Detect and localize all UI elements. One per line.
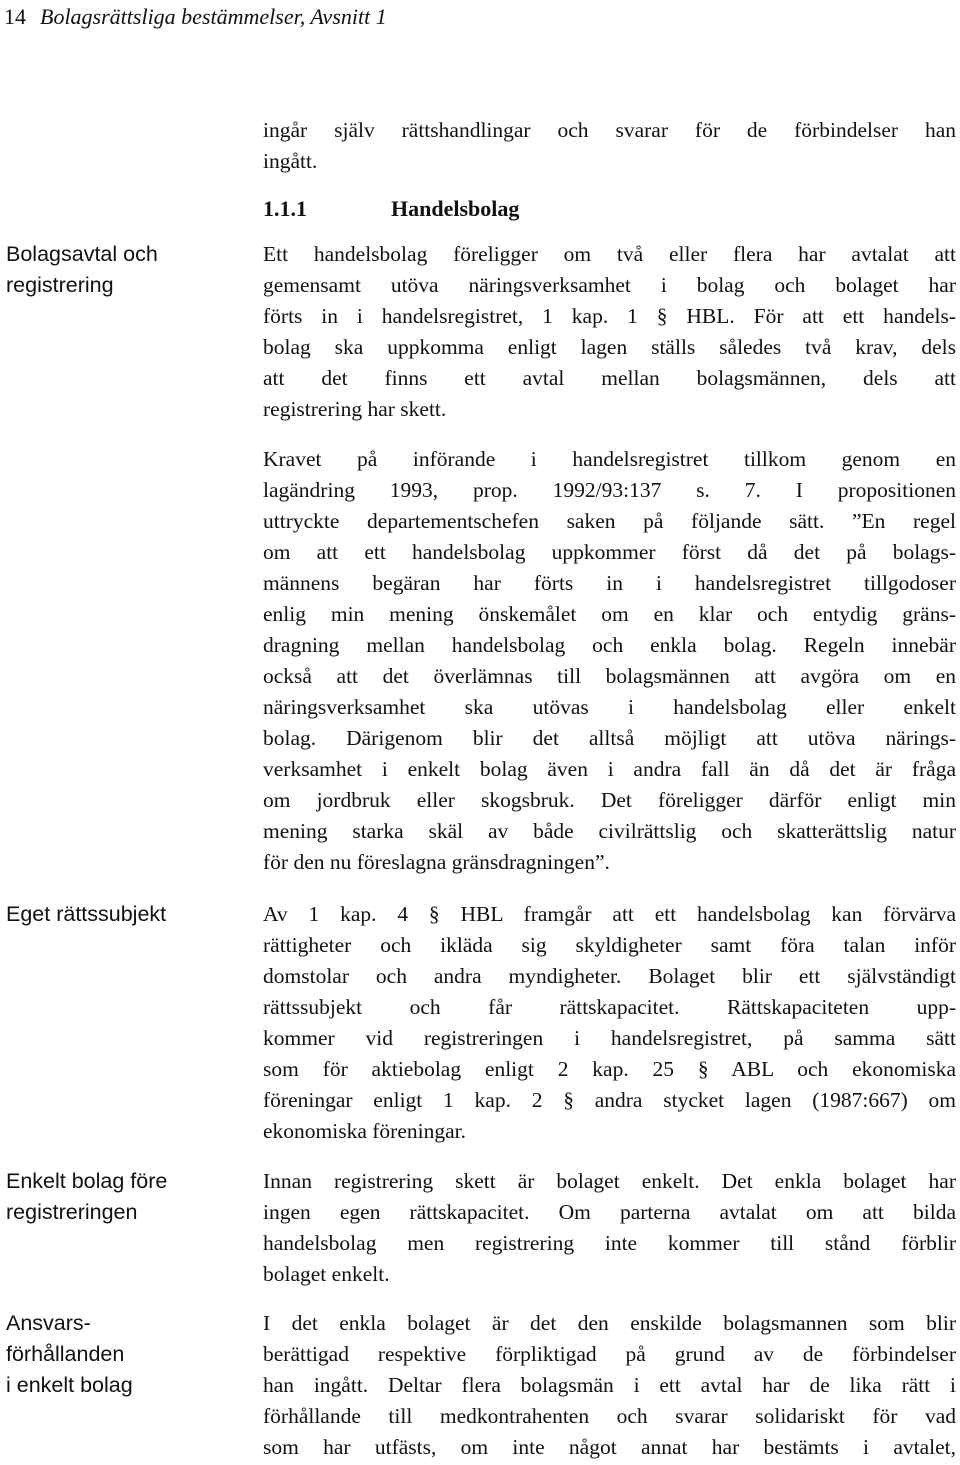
page-number: 14	[4, 4, 26, 29]
text-line: om jordbruk eller skogsbruk. Det föreligger därför enligt min	[263, 788, 956, 812]
text-line: enlig min mening önskemålet om en klar och entydig gräns-	[263, 602, 956, 626]
margin-note-line: Eget rättssubjekt	[6, 902, 167, 926]
text-line: dragning mellan handelsbolag och enkla bolag. Regeln innebär	[263, 633, 956, 657]
margin-note-ansvarsforhallanden	[6, 1308, 236, 1401]
text-line: berättigad respektive förpliktigad på grund av de förbindelser	[263, 1342, 956, 1366]
text-line: Av 1 kap. 4 § HBL framgår att ett handelsbolag kan förvärva	[263, 902, 956, 926]
text-line: kommer vid registreringen i handelsregistret, på samma sätt	[263, 1026, 956, 1050]
text-line: han ingått. Deltar flera bolagsmän i ett avtal har de lika rätt i	[263, 1373, 956, 1397]
paragraph-5	[263, 1308, 956, 1463]
text-line: näringsverksamhet ska utövas i handelsbolag eller enkelt	[263, 695, 956, 719]
text-line: Kravet på införande i handelsregistret tillkom genom en	[263, 447, 956, 471]
text-line: bolag ska uppkomma enligt lagen ställs således två krav, dels	[263, 335, 956, 359]
text-line: som har utfästs, om inte något annat har bestämts i avtalet,	[263, 1435, 956, 1459]
text-line: Ett handelsbolag föreligger om två eller flera har avtalat att	[263, 242, 956, 266]
text-line: männens begäran har förts in i handelsregistret tillgodoser	[263, 571, 956, 595]
margin-note-line: i enkelt bolag	[6, 1373, 133, 1397]
text-line: förhållande till medkontrahenten och svarar solidariskt för vad	[263, 1404, 956, 1428]
text-line: ekonomiska föreningar.	[263, 1119, 467, 1143]
text-line: föreningar enligt 1 kap. 2 § andra stycket lagen (1987:667) om	[263, 1088, 956, 1112]
text-line: uttryckte departementschefen saken på följande sätt. ”En regel	[263, 509, 956, 533]
text-line: verksamhet i enkelt bolag även i andra fall än då det är fråga	[263, 757, 956, 781]
text-line: också att det överlämnas till bolagsmännen att avgöra om en	[263, 664, 956, 688]
section-heading	[263, 194, 519, 224]
margin-note-line: Bolagsavtal och	[6, 242, 158, 266]
margin-note-line: registreringen	[6, 1200, 138, 1224]
text-line: gemensamt utöva näringsverksamhet i bolag och bolaget har	[263, 273, 956, 297]
text-line: ingen egen rättskapacitet. Om parterna avtalat om att bilda	[263, 1200, 956, 1224]
text-line: lagändring 1993, prop. 1992/93:137 s. 7. I propositionen	[263, 478, 956, 502]
text-line: rättssubjekt och får rättskapacitet. Rättskapaciteten upp-	[263, 995, 956, 1019]
paragraph-2	[263, 444, 956, 878]
margin-note-line: förhållanden	[6, 1342, 125, 1366]
margin-note-line: Ansvars-	[6, 1311, 91, 1335]
paragraph-4	[263, 1166, 956, 1290]
margin-note-enkelt-bolag	[6, 1166, 236, 1228]
text-line: som för aktiebolag enligt 2 kap. 25 § ABL och ekonomiska	[263, 1057, 956, 1081]
intro-paragraph	[263, 115, 956, 177]
text-line: bolaget enkelt.	[263, 1262, 390, 1286]
section-title: Handelsbolag	[391, 196, 520, 221]
text-line: förts in i handelsregistret, 1 kap. 1 § HBL. För att ett handels-	[263, 304, 956, 328]
text-line: mening starka skäl av både civilrättslig och skatterättslig natur	[263, 819, 956, 843]
text-line: rättigheter och ikläda sig skyldigheter samt föra talan inför	[263, 933, 956, 957]
text-line: I det enkla bolaget är det den enskilde bolagsmannen som blir	[263, 1311, 956, 1335]
text-line: Innan registrering skett är bolaget enkelt. Det enkla bolaget har	[263, 1169, 956, 1193]
margin-note-line: Enkelt bolag före	[6, 1169, 168, 1193]
text-line: registrering har skett.	[263, 397, 447, 421]
text-line: om att ett handelsbolag uppkommer först då det på bolags-	[263, 540, 956, 564]
paragraph-1	[263, 239, 956, 425]
text-line: ingår själv rättshandlingar och svarar för de förbindelser han	[263, 118, 956, 142]
paragraph-3	[263, 899, 956, 1147]
margin-note-line: registrering	[6, 273, 114, 297]
running-header	[4, 0, 387, 34]
text-line: för den nu föreslagna gränsdragningen”.	[263, 850, 610, 874]
text-line: ingått.	[263, 149, 318, 173]
text-line: domstolar och andra myndigheter. Bolaget blir ett självständigt	[263, 964, 956, 988]
text-line: handelsbolag men registrering inte kommer till stånd förblir	[263, 1231, 956, 1255]
text-line: bolag. Därigenom blir det alltså möjligt att utöva närings-	[263, 726, 956, 750]
margin-note-bolagsavtal	[6, 239, 236, 301]
text-line: att det finns ett avtal mellan bolagsmännen, dels att	[263, 366, 956, 390]
margin-note-eget-rattssubjekt	[6, 899, 236, 930]
section-number: 1.1.1	[263, 196, 307, 221]
running-title: Bolagsrättsliga bestämmelser, Avsnitt 1	[40, 4, 387, 29]
